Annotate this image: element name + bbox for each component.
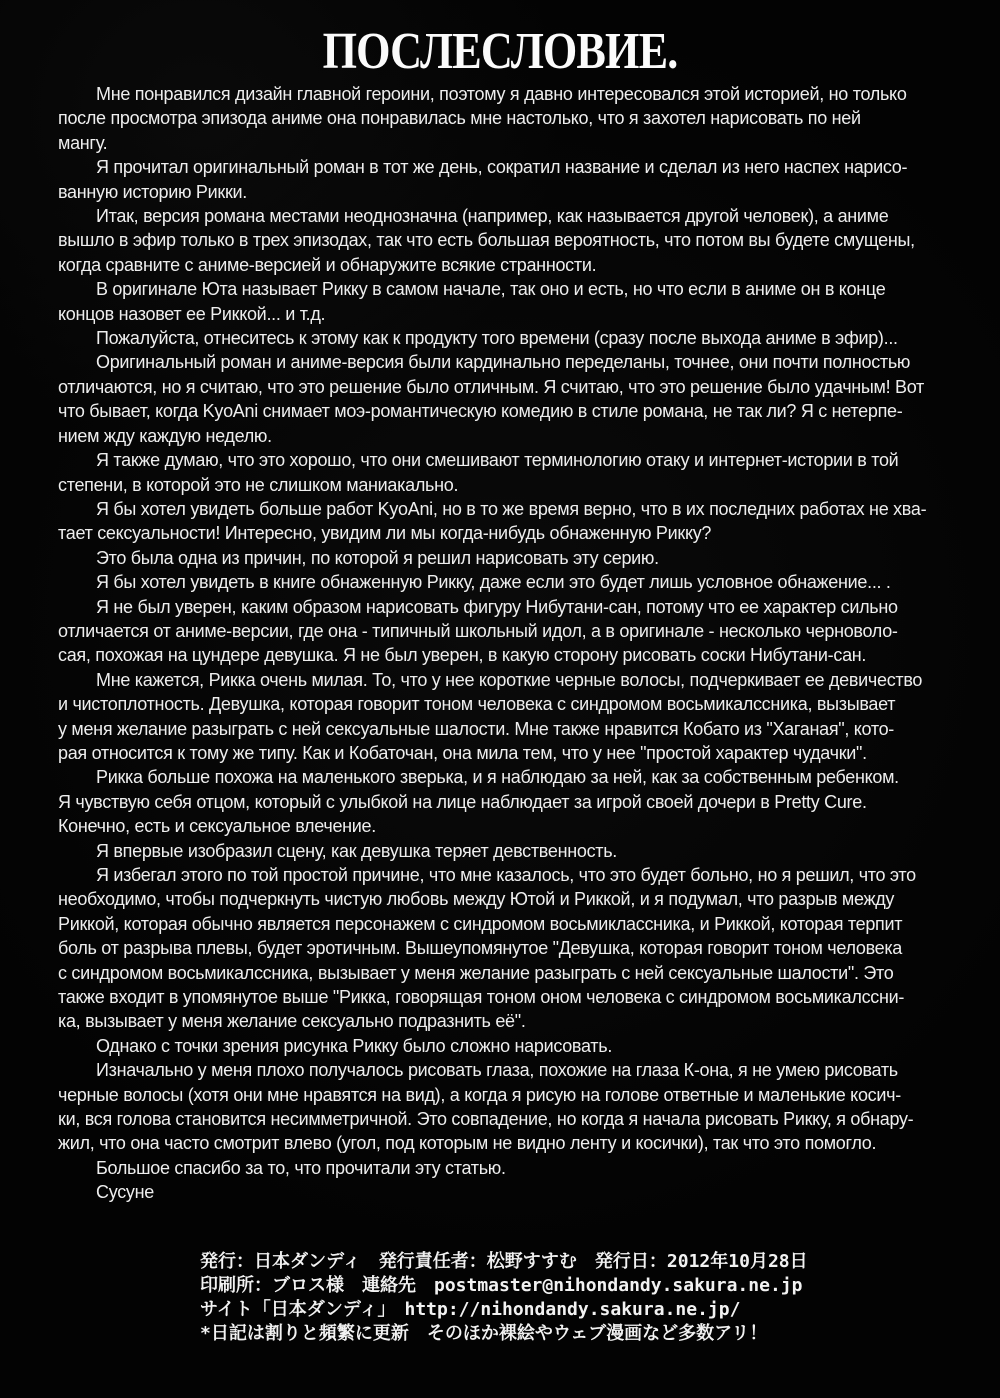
text-line: необходимо, чтобы подчеркнуть чистую любовь между Ютой и Риккой, и я подумал, что разрыв между [58,889,895,910]
text-line: и чистоплотность. Девушка, которая говорит тоном человека с синдромом восьмикалссника, вызывает [58,694,896,715]
text-line: Мне понравился дизайн главной героини, поэтому я давно интересовался этой историей, но только [96,84,907,104]
text-line: ванную историю Рикки. [58,181,247,202]
text-line: Я впервые изобразил сцену, как девушка теряет девственность. [96,840,617,861]
colophon-line: 印刷所：ブロス様 連絡先 postmaster@nihondandy.sakura.ne.jp [200,1275,803,1296]
text-line: Я чувствую себя отцом, который с улыбкой на лице наблюдает за игрой своей дочери в Pretty Cure. [58,791,867,812]
text-line: Однако с точки зрения рисунка Рикку было сложно нарисовать. [96,1035,613,1056]
text-line: Сусуне [96,1182,154,1203]
colophon-line: 発行：日本ダンディ 発行責任者：松野すすむ 発行日：2012年10月28日 [200,1251,808,1272]
text-line: Большое спасибо за то, что прочитали эту статью. [96,1157,506,1178]
text-line: после просмотра эпизода аниме она понравилась мне настолько, что я захотел нарисовать по ней [58,108,861,129]
text-line: Итак, версия романа местами неоднозначна (например, как называется другой человек), а аниме [96,206,889,227]
text-line: Я бы хотел увидеть больше работ KyoAni, но в то же время верно, что в их последних работах не хва- [96,498,927,519]
page-title: ПОСЛЕСЛОВИЕ. [322,23,678,80]
text-line: Я не был уверен, каким образом нарисовать фигуру Нибутани-сан, потому что ее характер сильно [96,596,898,617]
text-line: жил, что она часто смотрит влево (угол, под которым не видно ленту и косички), так что это помогло. [58,1133,877,1154]
text-line: Оригинальный роман и аниме-версия были кардинально переделаны, точнее, они почти полностью [96,352,911,373]
text-line: с синдромом восьмикалссника, вызывает у меня желание разыграть с ней сексуальные шалости". Это [58,962,894,983]
text-line: Я бы хотел увидеть в книге обнаженную Рикку, даже если это будет лишь условное обнажение... . [96,572,891,593]
text-line: мангу. [58,132,108,153]
text-line: концов назовет ее Риккой... и т.д. [58,303,326,324]
text-line: сая, похожая на цундере девушка. Я не был уверен, в какую сторону рисовать соски Нибутани-сан. [58,645,867,666]
text-line: степени, в которой это не слишком маниакально. [58,474,459,495]
text-line: отличается от аниме-версии, где она - типичный школьный идол, а в оригинале - несколько черноволо- [58,620,898,641]
text-line: Я избегал этого по той простой причине, что мне казалось, что это будет больно, но я решил, что это [96,865,916,885]
text-line: тает сексуальности! Интересно, увидим ли мы когда-нибудь обнаженную Рикку? [58,523,712,544]
text-line: В оригинале Юта называет Рикку в самом начале, так оно и есть, но что если в аниме он в конце [96,279,886,300]
text-line: ки, вся голова становится несимметричной. Это совпадение, но когда я начала рисовать Рикку, я обнару- [58,1109,914,1130]
colophon-line: サイト「日本ダンディ」 http://nihondandy.sakura.ne.jp/ [200,1299,741,1320]
text-line: Рикка больше похожа на маленького зверька, и я наблюдаю за ней, как за собственным ребенком. [96,767,899,788]
colophon [200,1250,808,1346]
text-line: Риккой, которая обычно является персонажем с синдромом восьмиклассника, и Риккой, которая терпит [58,913,903,934]
text-line: у меня желание разыграть с ней сексуальные шалости. Мне также нравится Кобато из "Хаганая", кото- [58,718,894,739]
text-line: рая относится к тому же типу. Как и Кобаточан, она мила тем, что у нее "простой характер чудачки". [58,742,867,763]
text-line: Изначально у меня плохо получалось рисовать глаза, похожие на глаза К-она, я не умею рисовать [96,1060,898,1081]
text-line: Конечно, есть и сексуальное влечение. [58,816,376,837]
text-line: Я прочитал оригинальный роман в тот же день, сократил название и сделал из него наспех нарисо- [96,157,908,178]
text-line: что бывает, когда KyoAni снимает моэ-романтическую комедию в стиле романа, не так ли? Я с нетерпе- [58,401,903,422]
text-line: Мне кажется, Рикка очень милая. То, что у нее короткие черные волосы, подчеркивает ее девичество [96,669,923,690]
text-line: также входит в упомянутое выше "Рикка, говорящая тоном оном человека с синдромом восьмикалссни- [58,987,905,1008]
text-line: боль от разрыва плевы, будет эротичным. Вышеупомянутое "Девушка, которая говорит тоном человека [58,938,903,959]
text-line: Я также думаю, что это хорошо, что они смешивают терминологию отаку и интернет-истории в той [96,450,899,471]
text-line: отличаются, но я считаю, что это решение было отличным. Я считаю, что это решение было удачным! Вот [58,376,924,397]
text-line: нием жду каждую неделю. [58,425,272,446]
text-line: Пожалуйста, отнеситесь к этому как к продукту того времени (сразу после выхода аниме в эфир)... [96,328,898,349]
colophon-line: *日記は割りと頻繁に更新 そのほか裸絵やウェブ漫画など多数アリ！ [200,1323,768,1344]
text-line: когда сравните с аниме-версией и обнаружите всякие странности. [58,254,597,275]
text-line: Это была одна из причин, по которой я решил нарисовать эту серию. [96,547,659,568]
text-line: вышло в эфир только в трех эпизодах, так что есть большая вероятность, что потом вы будете смущены, [58,230,915,251]
text-line: черные волосы (хотя они мне нравятся на вид), а когда я рисую на голове ответные и маленькие косич- [58,1084,901,1105]
afterword-text [58,82,960,1205]
text-line: ка, вызывает у меня желание сексуально подразнить её". [58,1011,526,1032]
